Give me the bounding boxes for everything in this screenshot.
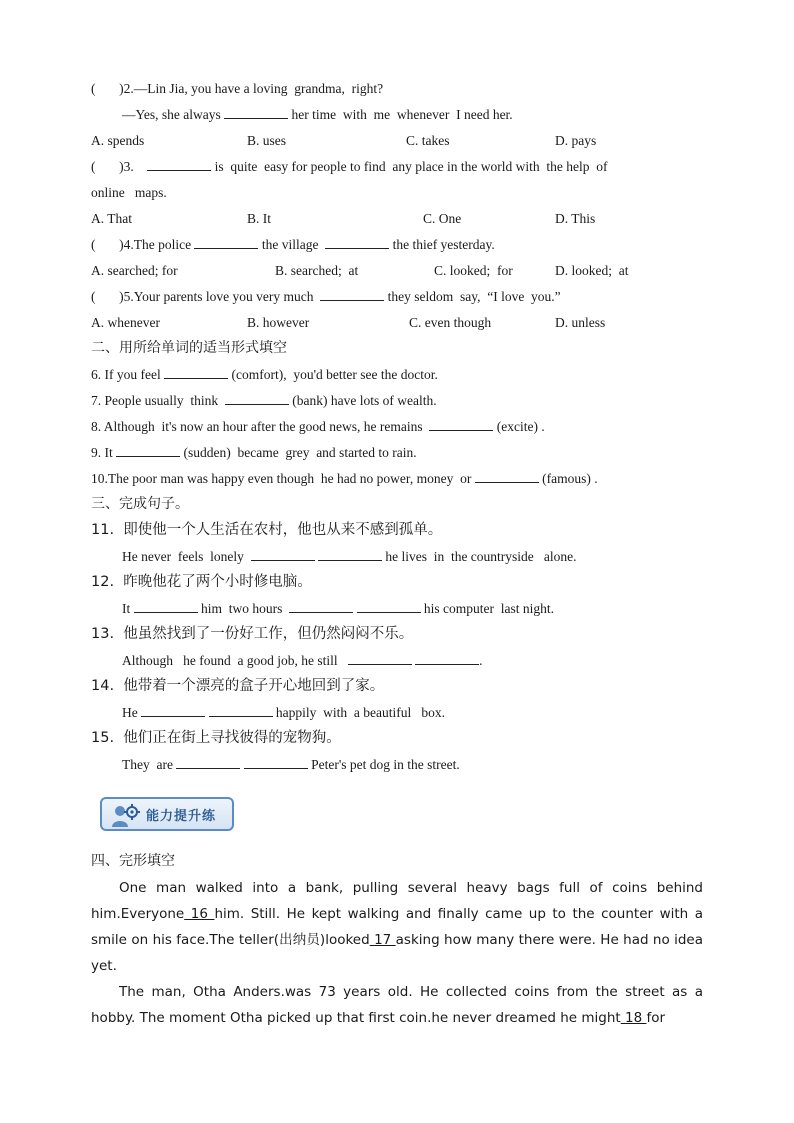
option-a[interactable]: A. searched; for [91,263,178,278]
question-10: 10.The poor man was happy even though he had no power, money or (famous) . [91,471,598,486]
option-a[interactable]: A. That [91,211,132,226]
question-14-english: He happily with a beautiful box. [122,705,445,720]
answer-blank[interactable] [415,652,479,665]
question-15-english: They are Peter's pet dog in the street. [122,757,460,772]
ability-practice-badge [100,795,238,835]
question-13-english: Although he found a good job, he still . [122,653,483,668]
option-a[interactable]: A. spends [91,133,145,148]
answer-blank[interactable] [325,236,389,249]
option-a[interactable]: A. whenever [91,315,160,330]
answer-blank[interactable] [134,600,198,613]
cloze-paragraph-2: The man, Otha Anders.was 73 years old. He collected coins from the street as a hobby. The moment Otha picked up that first coin.he never dreamed he might 18 for [91,984,703,1026]
option-d[interactable]: D. unless [555,315,606,330]
question-3-stem-cont: online maps. [91,185,167,200]
option-b[interactable]: B. uses [247,133,287,148]
question-9: 9. It (sudden) became grey and started to rain. [91,445,417,460]
answer-blank[interactable] [209,704,273,717]
cloze-blank-16[interactable]: 16 [184,906,215,922]
option-d[interactable]: D. looked; at [555,263,629,278]
cloze-passage [91,875,703,1031]
question-13-chinese: 13. 他虽然找到了一份好工作，但仍然闷闷不乐。 [91,626,414,642]
answer-blank[interactable] [244,756,308,769]
option-b[interactable]: B. searched; at [275,263,359,278]
option-c[interactable]: C. takes [406,133,450,148]
question-4-stem: ( )4.The police the village the thief yesterday. [91,237,495,252]
question-12-english: It him two hours his computer last night. [122,601,554,616]
answer-blank[interactable] [147,158,211,171]
option-b[interactable]: B. however [247,315,310,330]
cloze-blank-18[interactable]: 18 [620,1010,647,1026]
option-c[interactable]: C. looked; for [434,263,513,278]
answer-blank[interactable] [225,392,289,405]
answer-blank[interactable] [429,418,493,431]
cloze-paragraph-1: One man walked into a bank, pulling several heavy bags full of coins behind him.Everyone 16 him. Still. He kept walking and finally came up to the counter with a smile on his face.The teller(出纳员)looked 17 asking how many there were. He had no idea yet. [91,880,704,974]
option-d[interactable]: D. This [555,211,596,226]
question-2-stem: ( )2.—Lin Jia, you have a loving grandma, right? [91,81,384,96]
answer-blank[interactable] [251,548,315,561]
answer-blank[interactable] [289,600,353,613]
question-6: 6. If you feel (comfort), you'd better see the doctor. [91,367,438,382]
answer-blank[interactable] [475,470,539,483]
answer-blank[interactable] [141,704,205,717]
question-11-chinese: 11. 即使他一个人生活在农村，他也从来不感到孤单。 [91,522,443,538]
option-c[interactable]: C. One [423,211,462,226]
question-3-stem: ( )3. is quite easy for people to find any place in the world with the help of [91,159,608,174]
answer-blank[interactable] [348,652,412,665]
cloze-blank-17[interactable]: 17 [369,932,396,948]
answer-blank[interactable] [164,366,228,379]
option-d[interactable]: D. pays [555,133,597,148]
question-14-chinese: 14. 他带着一个漂亮的盒子开心地回到了家。 [91,678,385,694]
section-4-heading: 四、完形填空 [91,853,175,869]
question-12-chinese: 12. 昨晚他花了两个小时修电脑。 [91,574,312,590]
question-2-reply: —Yes, she always her time with me whenever I need her. [122,107,513,122]
answer-blank[interactable] [357,600,421,613]
answer-blank[interactable] [320,288,384,301]
person-gear-icon [110,803,140,829]
question-11-english: He never feels lonely he lives in the countryside alone. [122,549,577,564]
answer-blank[interactable] [116,444,180,457]
section-3-heading: 三、完成句子。 [91,496,189,512]
question-5-stem: ( )5.Your parents love you very much they seldom say, “I love you.” [91,289,561,304]
option-c[interactable]: C. even though [409,315,492,330]
badge-label: 能力提升练 [146,809,217,824]
answer-blank[interactable] [224,106,288,119]
answer-blank[interactable] [194,236,258,249]
section-2-heading: 二、用所给单词的适当形式填空 [91,340,287,356]
answer-blank[interactable] [318,548,382,561]
question-8: 8. Although it's now an hour after the good news, he remains (excite) . [91,419,545,434]
option-b[interactable]: B. It [247,211,272,226]
answer-blank[interactable] [176,756,240,769]
question-7: 7. People usually think (bank) have lots of wealth. [91,393,437,408]
question-15-chinese: 15. 他们正在街上寻找彼得的宠物狗。 [91,730,341,746]
